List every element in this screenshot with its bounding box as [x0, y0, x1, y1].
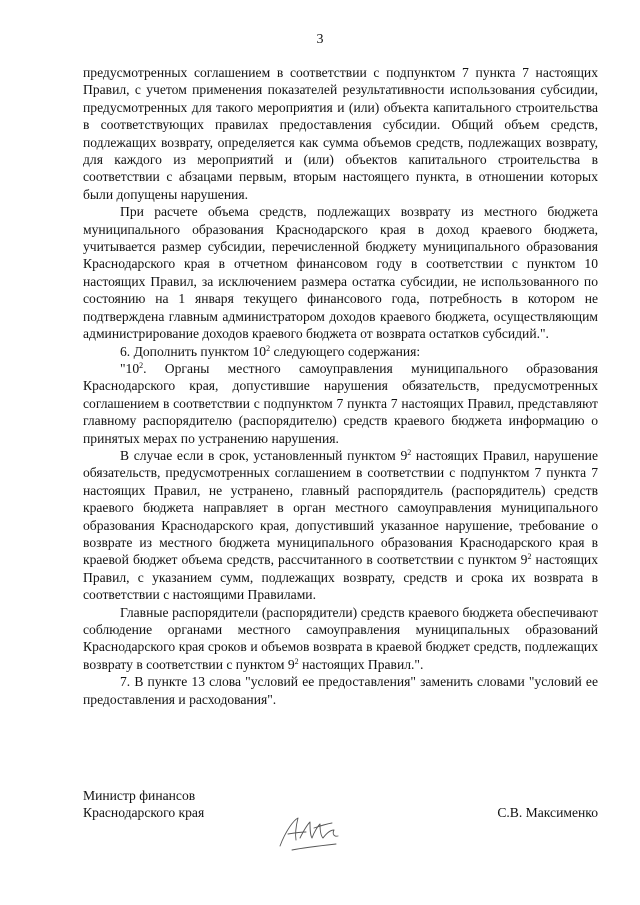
superscript: 2 [266, 343, 271, 353]
paragraph-text: При расчете объема средств, подлежащих возврату из местного бюджета муниципального образования Краснодарского края в доход краевого бюджета, учитывается размер субсидии, перечисленной бюджету муниципального образования Краснодарского края в отчетном финансовом году в соответствии с пунктом 10 настоящих Правил, за исключением размера остатка субсидии, не использованного по состоянию на 1 января текущего финансового года, потребность в котором не подтверждена главным администратором доходов краевого бюджета, осуществляющим администрирование доходов краевого бюджета от возврата остатков субсидий.". [83, 204, 598, 342]
paragraph-text: настоящих Правил.". [298, 656, 424, 672]
signatory-title-line-2: Краснодарского края [83, 805, 205, 821]
signatory-title-line-1: Министр финансов [83, 788, 196, 803]
paragraph-text: следующего содержания: [270, 343, 421, 359]
paragraph-clause-10-2 [83, 360, 598, 447]
paragraph-text: 6. Дополнить пунктом 10 [120, 343, 267, 359]
paragraph-main-administrators [83, 604, 598, 674]
page-number: 3 [316, 32, 324, 47]
superscript: 2 [139, 360, 144, 370]
paragraph-text: Главные распорядители (распорядители) средств краевого бюджета обеспечивают соблюдение органами местного самоуправления муниципальных образований Краснодарского края сроков и объемов возврата в краевой бюджет средств, подлежащих возврату в соответствии с пунктом 9 [83, 604, 598, 672]
paragraph-text: предусмотренных соглашением в соответствии с подпунктом 7 пункта 7 настоящих Правил, с учетом применения показателей результативности использования субсидии, предусмотренных для такого мероприятия и (или) объекта капитального строительства в соответствующих правилах предоставления субсидии. Общий объем средств, подлежащих возврату, определяется как сумма объемов средств, подлежащих возврату, для каждого из мероприятий и (или) объектов капитального строительства в соответствии с абзацами первым, вторым настоящего пункта, в отношении которых были допущены нарушения. [83, 65, 598, 202]
paragraph-text: "10 [120, 360, 140, 376]
paragraph-text: 7. В пункте 13 слова "условий ее предоставления" заменить словами "условий ее предоставления и расходования". [83, 674, 598, 707]
paragraph-text: настоящих Правил, нарушение обязательств, предусмотренных соглашением в соответствии с подпунктом 7 пункта 7 настоящих Правил, не устранено, главный распорядитель (распорядитель) средств краевого бюджета направляет в орган местного самоуправления муниципального образования Краснодарского края, допустивший указанное нарушение, требование о возврате из местного бюджета муниципального образования Краснодарского края в краевой бюджет объема средств, рассчитанного в соответствии с пунктом 9 [83, 447, 598, 568]
paragraph-text: настоящих Правил, с указанием сумм, подлежащих возврату, средств и срока их возврата в соответствии с настоящими Правилами. [83, 552, 598, 603]
superscript: 2 [294, 656, 299, 666]
superscript: 2 [407, 447, 412, 457]
paragraph-item-7 [83, 673, 598, 708]
document-body [83, 64, 598, 708]
paragraph-violation-case [83, 447, 598, 604]
paragraph-text: . Органы местного самоуправления муниципального образования Краснодарского края, допустившие нарушения обязательств, предусмотренных соглашением в соответствии с подпунктом 7 пункта 7 настоящих Правил, представляют главному распорядителю (распорядителю) средств краевого бюджета информацию о принятых мерах по устранению нарушения. [83, 360, 598, 446]
paragraph-item-6 [83, 343, 598, 360]
paragraph-text: В случае если в срок, установленный пунктом 9 [120, 447, 408, 463]
paragraph-calculation [83, 203, 598, 342]
paragraph-continuation [83, 64, 598, 203]
signatory-name: С.В. Максименко [497, 805, 598, 821]
handwritten-signature [262, 808, 372, 858]
superscript: 2 [527, 552, 532, 562]
